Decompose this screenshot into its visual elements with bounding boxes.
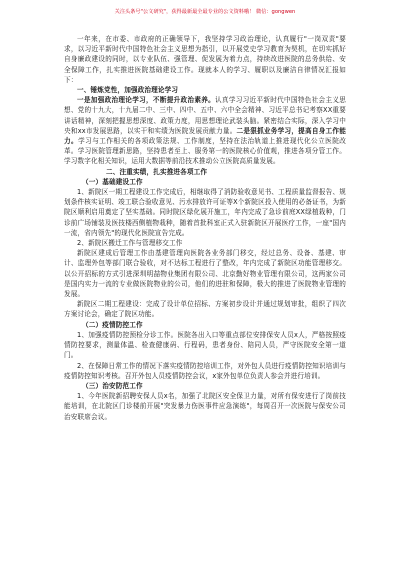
section-1-body-1: 认真学习习近平新时代中国特色社会主义思想、党的十九大，十九届二中、三中、四中、五中、六中全会精神、习近平总书记考察XX重要讲话精神，深刻把握思想深度、政策力度，用思想理论武装头脑。紧密结合实际，深入学习中央和xx市发展思路，以实干和实绩为医院发展贡献力量。 <box>64 96 346 135</box>
subsection-1-paragraph-2: 2、新院区搬迁工作与管理移交工作 <box>77 239 183 248</box>
section-1-body-2: 学习与工作相关的各项政策法规、工作制度，坚持在法治轨道上推进现代化公立医院改革。学习医院管理新思路，坚持患者至上、服务第一的医院核心价值观，推进各项分管工作。学习数字化相关知识，运用大数据等前沿技术推动公立医院高质量发展。 <box>64 137 346 166</box>
document-body <box>64 34 346 422</box>
intro-paragraph: 一年来，在市委、市政府的正确领导下，我坚持学习政治理论，认真履行"一岗双责"要求，以习近平新时代中国特色社会主义思想为指引，以开展党史学习教育为契机，在切实抓好自身廉政建设的同时，以专业队伍、强管理、促发展为着力点，持续改进医院的总务供给、安全保障工作，扎实推进医院基础建设工作。现就本人的学习、履职以及廉洁自律情况汇报如下： <box>64 35 346 84</box>
subsection-3-heading: （三）治安防范工作 <box>82 381 143 390</box>
subsection-3-paragraph-1: 1、今年医院新招聘安保人员x名，加强了北院区安全保卫力量，对所有保安进行了岗前技能培训，在北院区门诊楼前开展"突发暴力伤医事件应急演练"，每周召开一次医院与保安公司治安联席会议。 <box>64 392 346 421</box>
subsection-1-paragraph-1: 1、新院区一期工程建设工作完成后，相继取得了消防验收意见书、工程质量监督报告、规划条件核实证明、竣工联合验收意见、污水排放许可证等X个新院区投入使用的必备证书，为新院区顺利启用奠定了坚实基础。同时院区绿化展开施工，年内完成了急诊前庭XX绿植栽种，门诊前广场铺装及医技楼西侧植物栽种，随着首批科室正式入驻新院区开展医疗工作，一座"国内一流，省内领先"的现代化医院宣告完成。 <box>64 188 346 237</box>
subsection-2-paragraph-1: 1、加强疫情防控预检分诊工作。医院各出入口等重点部位安排保安人员x人，严格按照疫情防控要求，测量体温、检查健康码、行程码，患者身份、陪同人员，严守医院安全第一道门。 <box>64 330 346 360</box>
header-banner: 关注头条号"公文研究"，获得最新最全最专业的公文资料哦！ 微信：gongwen <box>114 9 296 15</box>
section-1-lead-2: 二是狠抓业务学习，提高自身工作能力。 <box>64 126 346 146</box>
subsection-2-paragraph-2: 2、在保障日常工作的情况下落实疫情防控培训工作，对外包人员进行疫情防控知识培训与疫情防控知识考核。召开外包人员疫情防控会议，x家外包单位负责人参会并进行培训。 <box>64 361 346 380</box>
section-1-paragraph <box>64 95 346 166</box>
subsection-1-heading: （一）基础建设工作 <box>82 177 143 186</box>
section-1-lead-1: 一是加强政治理论学习，不断提升政治素养。 <box>77 96 216 105</box>
section-2-heading: 二、注重实绩，扎实推进各项工作 <box>106 167 208 176</box>
subsection-1-paragraph-3: 新院区建成后管理工作由基建管理向医院各业务部门移交，经过总务、设备、基建、审计、监理外包等部门联合验收，对不达标工程进行了整改，年内完成了新院区功能管理移交。以公开招标的方式引进深圳明喆物业集团有限公司、北京勤好物业管理有限公司，这两家公司是国内实力一流的专业做医院物业的公司，他们的进驻和保障，极大的推进了医院物业管理的发展。 <box>64 249 346 299</box>
subsection-1-paragraph-4: 新院区二期工程建设：完成了设计单位招标、方案初步设计并通过规划审批，组织了四次方案讨论会，确定了院区功能。 <box>64 300 346 319</box>
section-1-heading: 一、锤炼党性，加强政治理论学习 <box>77 86 179 95</box>
subsection-2-heading: （二）疫情防控工作 <box>82 320 143 329</box>
